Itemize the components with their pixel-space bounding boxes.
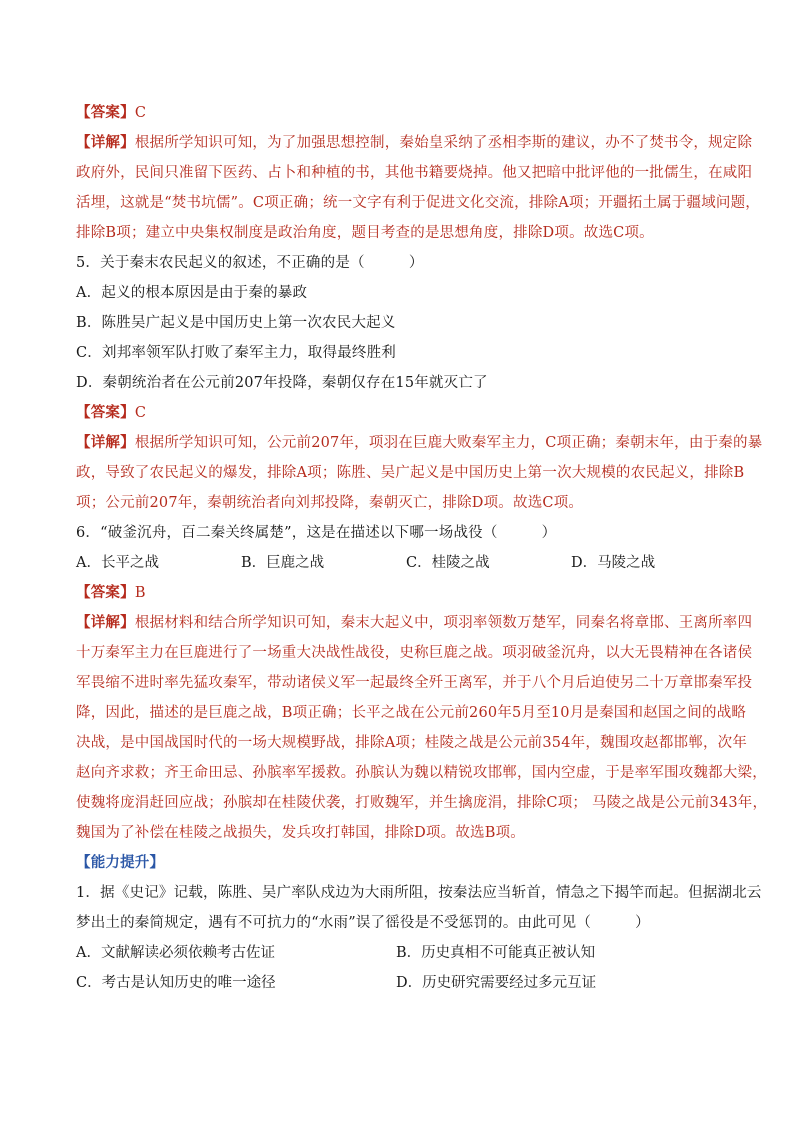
detail-tag: 【详解】	[76, 434, 135, 451]
q6-detail-line: 魏国为了补偿在桂陵之战损失，发兵攻打韩国，排除D项。故选B项。	[76, 825, 525, 841]
detail-tag: 【详解】	[76, 614, 135, 631]
q6-detail-line: 十万秦军主力在巨鹿进行了一场重大决战性战役，史称巨鹿之战。项羽破釜沉舟，以大无畏精神在各诸侯	[76, 645, 753, 661]
p1-stem-line: 梦出土的秦简规定，遇有不可抗力的“水雨”误了徭役是不受惩罚的。由此可见（ ）	[76, 915, 650, 931]
q5-stem: 5．关于秦末农民起义的叙述，不正确的是（ ）	[76, 255, 424, 271]
q4-answer-line	[76, 98, 736, 128]
detail-text: 根据所学知识可知，公元前207年，项羽在巨鹿大败秦军主力，C项正确；秦朝末年，由于秦的暴	[134, 435, 763, 451]
detail-text: 根据所学知识可知，为了加强思想控制，秦始皇采纳了丞相李斯的建议，办不了焚书令，规定除	[134, 135, 753, 151]
q6-option-d: D．马陵之战	[571, 555, 656, 571]
q4-detail-line: 活埋，这就是“焚书坑儒”。C项正确；统一文字有利于促进文化交流，排除A项；开疆拓土属于疆域问题，	[76, 195, 760, 211]
q5-option-c: C．刘邦率领军队打败了秦军主力，取得最终胜利	[76, 345, 396, 361]
p1-option-b: B．历史真相不可能真正被认知	[396, 945, 596, 961]
q4-detail-line: 排除B项；建立中央集权制度是政治角度，题目考查的是思想角度，排除D项。故选C项。	[76, 225, 654, 241]
q5-detail-line	[76, 428, 763, 458]
q5-option-d: D．秦朝统治者在公元前207年投降，秦朝仅存在15年就灭亡了	[76, 375, 488, 391]
q5-answer-line	[76, 398, 736, 428]
q6-detail-line: 决战，是中国战国时代的一场大规模野战，排除A项；桂陵之战是公元前354年，魏围攻赵都邯郸，次年	[76, 735, 748, 751]
q6-detail-line: 使魏将庞涓赶回应战；孙膑却在桂陵伏袭，打败魏军，并生擒庞涓，排除C项； 马陵之战是公元前343年，	[76, 795, 768, 811]
p1-option-d: D．历史研究需要经过多元互证	[396, 975, 597, 991]
q5-option-a: A．起义的根本原因是由于秦的暴政	[76, 285, 308, 301]
answer-value: C	[134, 105, 147, 121]
p1-stem-line: 1．据《史记》记载，陈胜、吴广率队戍边为大雨所阻，按秦法应当斩首，情急之下揭竿而起。但据湖北云	[76, 885, 762, 901]
q6-options-row	[76, 548, 736, 578]
q6-answer-line	[76, 578, 736, 608]
p1-options-row	[76, 968, 736, 998]
q4-detail-line	[76, 128, 753, 158]
q6-detail-line: 军畏缩不进时率先猛攻秦军，带动诸侯义军一起最终全歼王离军，并于八个月后迫使另二十万章邯秦军投	[76, 675, 753, 691]
q6-option-a: A．长平之战	[76, 555, 159, 571]
section-heading	[76, 848, 736, 878]
p1-options-row	[76, 938, 736, 968]
q5-detail-line: 项；公元前207年，秦朝统治者向刘邦投降，秦朝灭亡，排除D项。故选C项。	[76, 495, 584, 511]
p1-option-a: A．文献解读必须依赖考古佐证	[76, 945, 275, 961]
q6-option-c: C．桂陵之战	[406, 555, 490, 571]
q5-detail-line: 政，导致了农民起义的爆发，排除A项；陈胜、吴广起义是中国历史上第一次大规模的农民起义，排除B	[76, 465, 745, 481]
document-page	[76, 98, 768, 998]
detail-text: 根据材料和结合所学知识可知，秦末大起义中，项羽率领数万楚军，同秦名将章邯、王离所率四	[134, 615, 753, 631]
answer-value: B	[134, 585, 146, 601]
section-title: 【能力提升】	[76, 854, 165, 871]
answer-tag: 【答案】	[76, 104, 135, 121]
detail-tag: 【详解】	[76, 134, 135, 151]
q4-detail-line: 政府外，民间只准留下医药、占卜和种植的书，其他书籍要烧掉。他又把暗中批评他的一批儒生，在咸阳	[76, 165, 753, 181]
q6-stem: 6．“破釜沉舟，百二秦关终属楚”，这是在描述以下哪一场战役（ ）	[76, 525, 557, 541]
q6-detail-line: 赵向齐求救；齐王命田忌、孙膑率军援救。孙膑认为魏以精锐攻邯郸，国内空虚，于是率军围攻魏都大梁，	[76, 765, 767, 781]
q5-option-b: B．陈胜吴广起义是中国历史上第一次农民大起义	[76, 315, 396, 331]
q6-detail-line	[76, 608, 753, 638]
p1-option-c: C．考古是认知历史的唯一途径	[76, 975, 276, 991]
answer-value: C	[134, 405, 147, 421]
q6-option-b: B．巨鹿之战	[241, 555, 325, 571]
answer-tag: 【答案】	[76, 584, 135, 601]
q6-detail-line: 降，因此，描述的是巨鹿之战，B项正确；长平之战在公元前260年5月至10月是秦国和赵国之间的战略	[76, 705, 747, 721]
answer-tag: 【答案】	[76, 404, 135, 421]
